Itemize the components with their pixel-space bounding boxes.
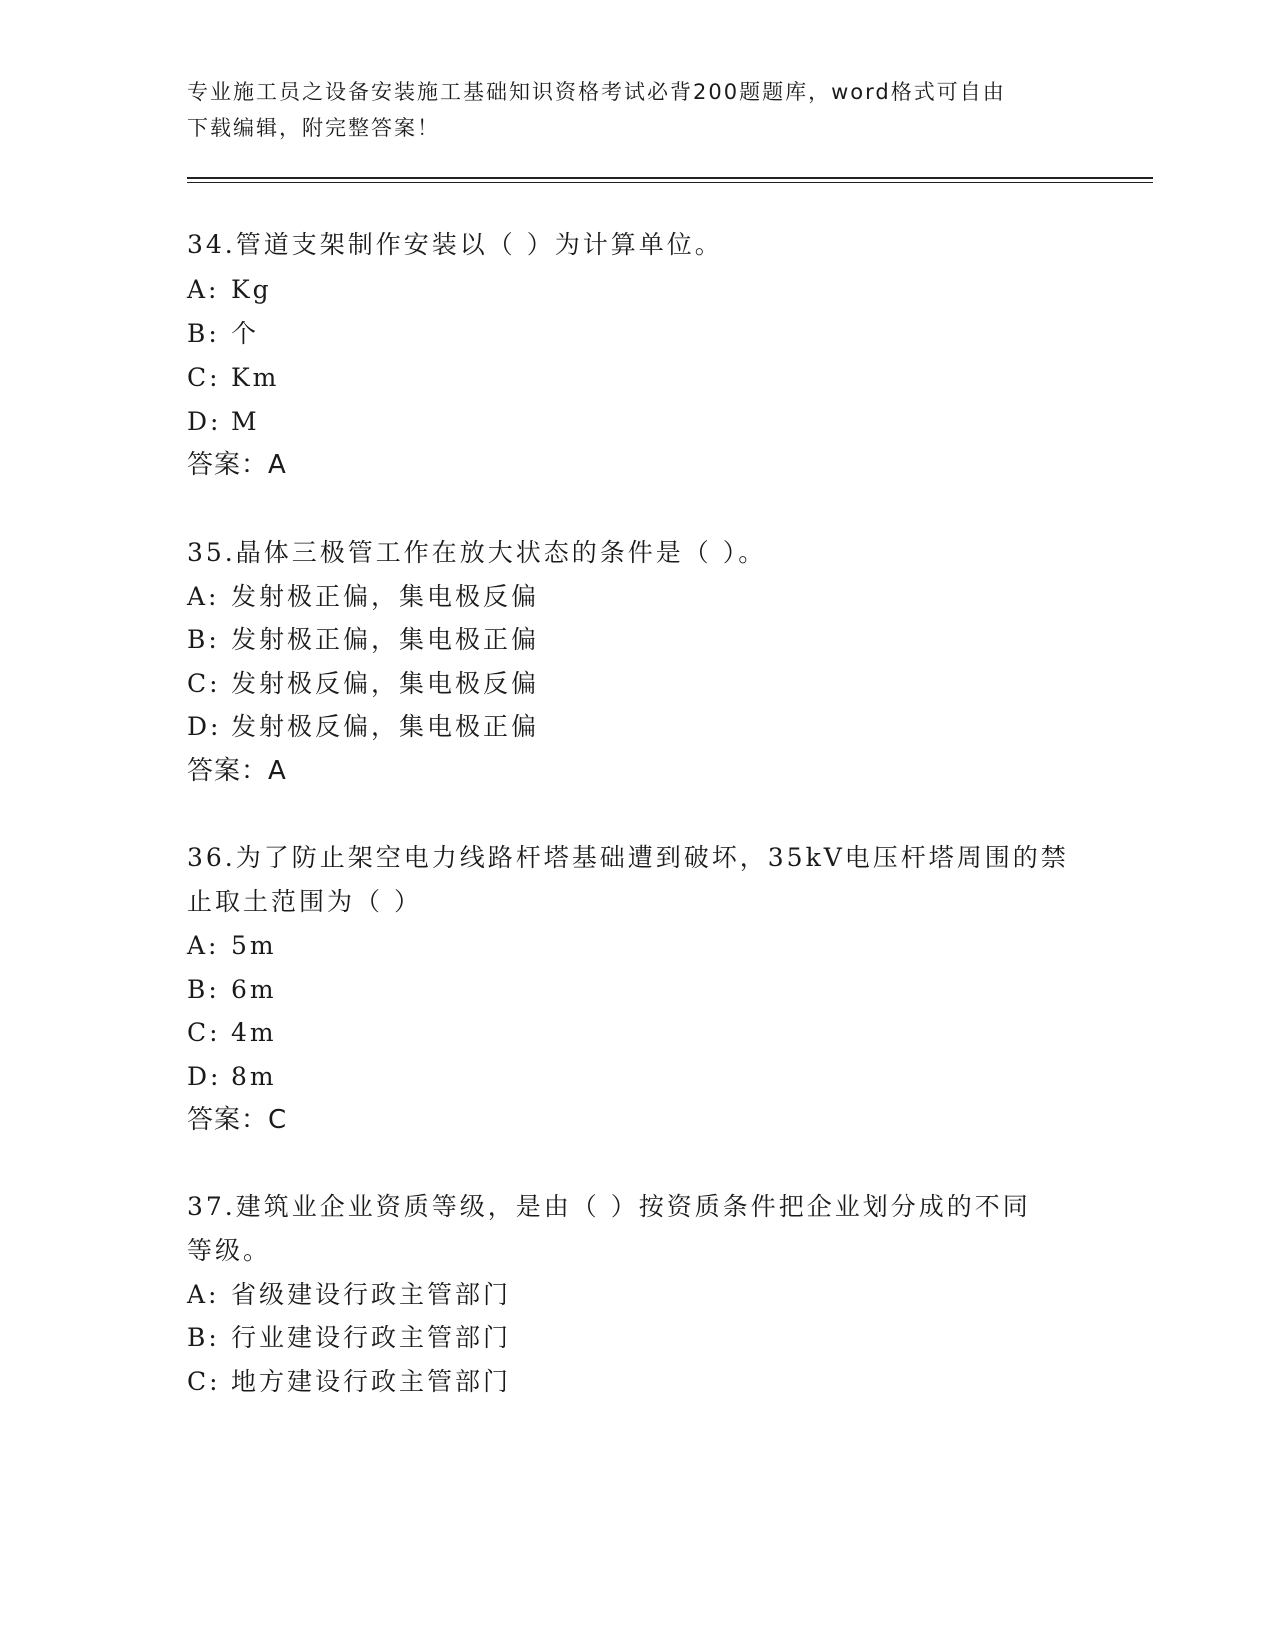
- question-35-option-c: [187, 669, 539, 699]
- option-text: 6m: [231, 975, 277, 1004]
- option-text: Kg: [231, 275, 272, 304]
- question-text: 建筑业企业资质等级，是由（ ）按资质条件把企业划分成的不同: [235, 1192, 1031, 1221]
- option-letter: C:: [187, 669, 221, 698]
- question-34-option-d: [187, 407, 260, 437]
- option-text: 发射极反偏，集电极正偏: [231, 712, 540, 741]
- option-text: M: [231, 407, 260, 436]
- option-letter: C:: [187, 1018, 221, 1047]
- header-divider-thin: [187, 182, 1153, 183]
- question-37-option-a: [187, 1280, 511, 1310]
- option-text: 5m: [231, 931, 277, 960]
- question-37-option-c: [187, 1367, 511, 1397]
- option-text: 8m: [231, 1062, 277, 1091]
- question-35-option-a: [187, 582, 539, 612]
- option-letter: C:: [187, 363, 221, 392]
- option-text: Km: [231, 363, 280, 392]
- option-letter: B:: [187, 319, 220, 348]
- question-35-option-d: [187, 712, 539, 742]
- question-number: 37.: [187, 1192, 236, 1221]
- option-letter: C:: [187, 1367, 221, 1396]
- option-text: 个: [231, 319, 260, 348]
- option-letter: A:: [187, 582, 220, 611]
- option-text: 发射极正偏，集电极正偏: [231, 625, 540, 654]
- option-text: 4m: [231, 1018, 277, 1047]
- option-text: 发射极反偏，集电极反偏: [231, 669, 540, 698]
- option-letter: A:: [187, 275, 220, 304]
- option-letter: D:: [187, 712, 222, 741]
- option-text: 地方建设行政主管部门: [231, 1367, 512, 1396]
- question-36-stem-continued: 止取土范围为（ ）: [187, 887, 422, 916]
- question-34-answer: 答案：A: [187, 450, 287, 480]
- document-header: [187, 74, 1087, 146]
- question-36-option-a: [187, 931, 277, 961]
- question-35-stem: [187, 538, 766, 568]
- question-36-option-c: [187, 1018, 277, 1048]
- option-text: 省级建设行政主管部门: [231, 1280, 512, 1309]
- option-letter: A:: [187, 1280, 220, 1309]
- question-number: 34.: [187, 230, 236, 259]
- question-34-stem: [187, 230, 723, 260]
- header-divider: [187, 177, 1153, 179]
- question-36-stem: [187, 843, 1069, 873]
- question-37-stem-continued: 等级。: [187, 1236, 272, 1265]
- question-text: 为了防止架空电力线路杆塔基础遭到破坏，35kV电压杆塔周围的禁: [235, 843, 1069, 872]
- question-34-option-b: [187, 319, 259, 349]
- question-34-option-c: [187, 363, 279, 393]
- question-35-answer: 答案：A: [187, 756, 287, 786]
- header-line-1: 专业施工员之设备安装施工基础知识资格考试必背200题题库，word格式可自由: [187, 80, 1006, 104]
- option-letter: B:: [187, 1323, 220, 1352]
- question-36-answer: 答案：C: [187, 1105, 288, 1135]
- question-35-option-b: [187, 625, 539, 655]
- question-number: 35.: [187, 538, 236, 567]
- question-text: 管道支架制作安装以（ ）为计算单位。: [235, 230, 723, 259]
- header-line-2: 下载编辑，附完整答案！: [187, 116, 440, 140]
- option-text: 行业建设行政主管部门: [231, 1323, 512, 1352]
- question-number: 36.: [187, 843, 236, 872]
- question-text: 晶体三极管工作在放大状态的条件是（ ）。: [235, 538, 767, 567]
- option-letter: D:: [187, 407, 222, 436]
- question-37-stem: [187, 1192, 1031, 1222]
- question-37-option-b: [187, 1323, 511, 1353]
- question-34-option-a: [187, 275, 272, 305]
- option-letter: A:: [187, 931, 220, 960]
- question-36-option-d: [187, 1062, 277, 1092]
- option-text: 发射极正偏，集电极反偏: [231, 582, 540, 611]
- option-letter: D:: [187, 1062, 222, 1091]
- question-36-option-b: [187, 975, 277, 1005]
- option-letter: B:: [187, 975, 220, 1004]
- option-letter: B:: [187, 625, 220, 654]
